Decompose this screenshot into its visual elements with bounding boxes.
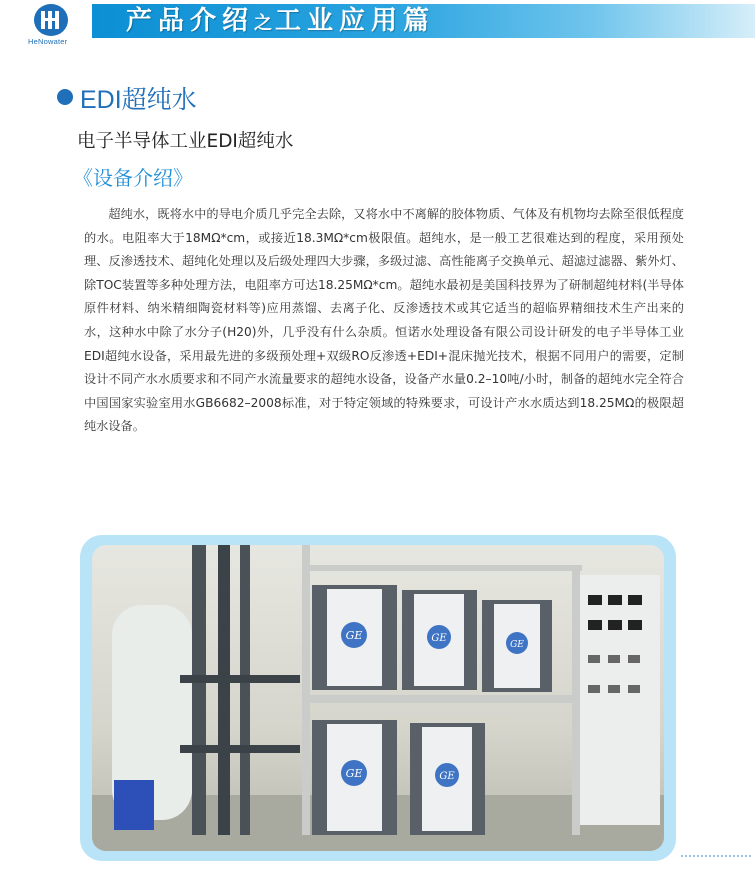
page-decoration: [681, 855, 751, 865]
ge-logo-4: GE: [345, 767, 363, 780]
logo-icon: [34, 4, 68, 36]
description-paragraph: 超纯水，既将水中的导电介质几乎完全去除，又将水中不离解的胶体物质、气体及有机物均去除至很低程度的水。电阻率大于18MΩ*cm，或接近18.3MΩ*cm极限值。超纯水，是一般工艺很难达到的程度，采用预处理、反渗透技术、超纯化处理以及后级处理四大步骤，多级过滤、高性能离子交换单元、超滤过滤器、紫外灯、除TOC装置等多种处理方法，电阻率方可达18.25MΩ*cm。超纯水最初是美国科技界为了研制超纯材料(半导体原件材料、纳米精细陶瓷材料等)应用蒸馏、去离子化、反渗透技术或其它适当的超临界精细技术生产出来的水，这种水中除了水分子(H20)外，几乎没有什么杂质。恒诺水处理设备有限公司设计研发的电子半导体工业EDI超纯水设备，采用最先进的多级预处理+双级RO反渗透+EDI+混床抛光技术，根据不同用户的需要，定制设计不同产水水质要求和不同产水流量要求的超纯水设备，设备产水量0.2–10吨/小时，制备的超纯水完全符合中国国家实验室用水GB6682–2008标准，对于特定领域的特殊要求，可设计产水水质达到18.25MΩ的极限超纯水设备。: [84, 207, 684, 434]
ge-logo-3: GE: [510, 640, 524, 650]
ge-logo-1: GE: [345, 629, 363, 642]
company-logo: [28, 4, 80, 46]
equipment-photo: [92, 545, 664, 851]
ge-logo-5: GE: [439, 771, 455, 782]
intro-heading: 《设备介绍》: [73, 166, 193, 190]
ge-logo-2: GE: [431, 633, 447, 644]
bullet-icon: [57, 89, 73, 105]
section-subtitle: 电子半导体工业EDI超纯水: [77, 131, 294, 152]
section-title: EDI超纯水: [80, 86, 197, 114]
brand-name: HeNowater: [28, 37, 68, 46]
page-title: 产品介绍之工业应用篇: [126, 6, 436, 36]
